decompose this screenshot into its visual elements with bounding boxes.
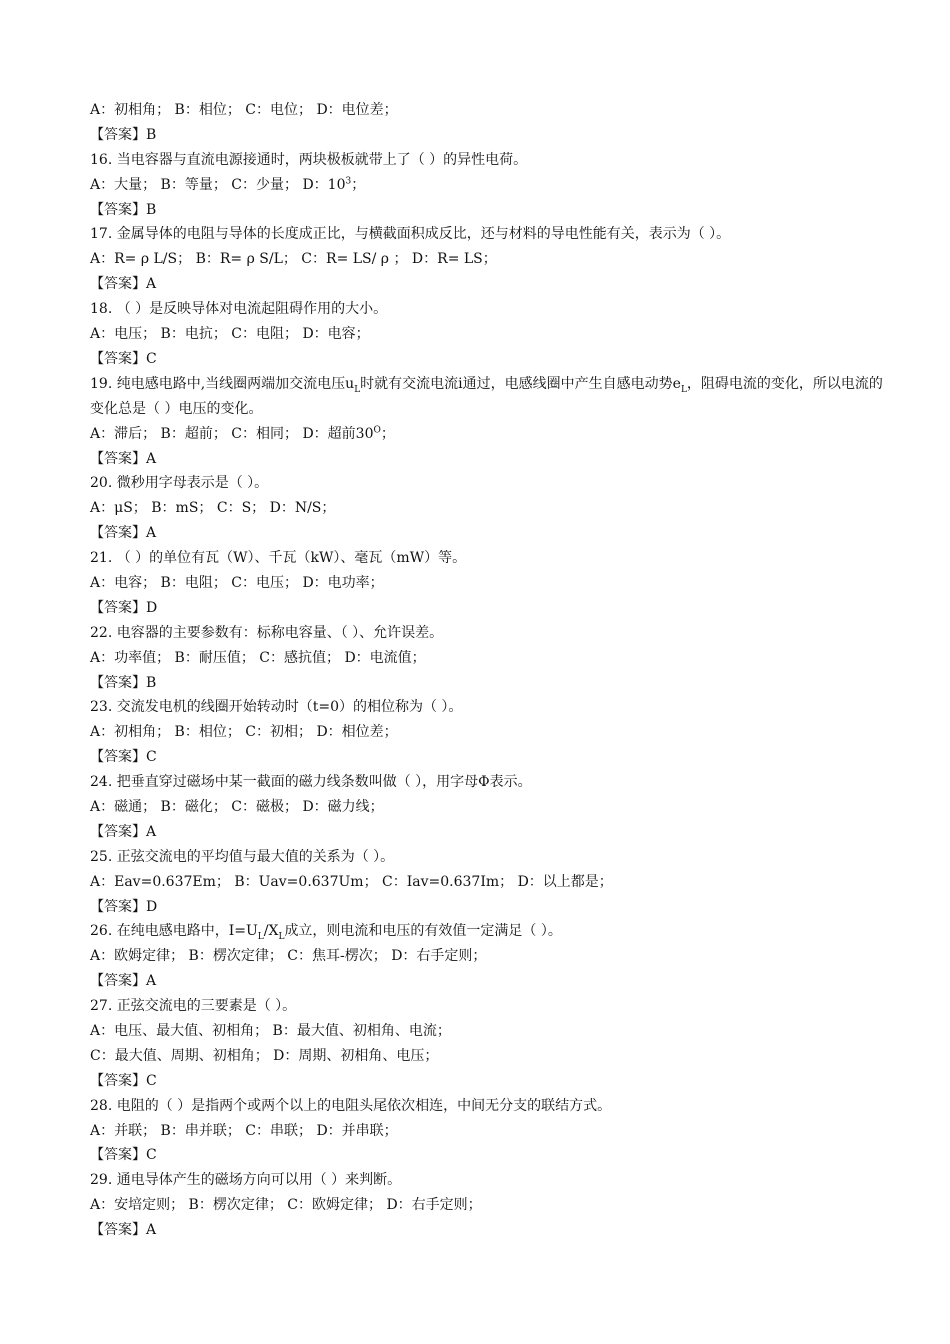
options-text: ； [380, 425, 395, 442]
answer-line: 【答案】A [90, 973, 157, 990]
options-text: A：滞后； B：超前； C：相同； D：超前30 [90, 425, 374, 442]
options-line: A：Eav=0.637Em； B：Uav=0.637Um； C：Iav=0.637Im； D：以上都是； [90, 873, 613, 890]
question-line: 22. 电容器的主要参数有：标称电容量、（ ）、允许误差。 [90, 624, 444, 641]
superscript: 3 [345, 176, 352, 187]
answer-line: 【答案】B [90, 126, 157, 143]
options-line: A：并联； B：串并联； C：串联； D：并串联； [90, 1122, 398, 1139]
options-text: A：大量； B：等量； C：少量； D：10 [90, 176, 346, 193]
answer-line: 【答案】A [90, 1222, 157, 1239]
question-line [90, 372, 890, 422]
options-line: A：功率值； B：耐压值； C：感抗值； D：电流值； [90, 649, 426, 666]
answer-line: 【答案】C [90, 1147, 157, 1164]
question-line: 24. 把垂直穿过磁场中某一截面的磁力线条数叫做（ ），用字母Φ表示。 [90, 774, 532, 791]
subscript: L [354, 384, 361, 395]
question-text: 成立，则电流和电压的有效值一定满足（ ）。 [284, 923, 562, 940]
question-line: 20. 微秒用字母表示是（ ）。 [90, 475, 269, 492]
question-line: 18. （ ）是反映导体对电流起阻碍作用的大小。 [90, 301, 388, 318]
question-text: ，阻碍电流的变化，所以电流的变化总是（ ）电压的变化。 [90, 375, 883, 417]
answer-line: 【答案】B [90, 674, 157, 691]
options-line: A：R= ρ L/S； B：R= ρ S/L； C：R= LS/ ρ ； D：R= LS； [90, 251, 497, 268]
answer-line: 【答案】C [90, 1072, 157, 1089]
question-line [90, 919, 890, 944]
question-text: 19. 纯电感电路中,当线圈两端加交流电压u [90, 375, 355, 392]
question-line: 17. 金属导体的电阻与导体的长度成正比，与横截面积成反比，还与材料的导电性能有关，表示为（ ）。 [90, 226, 731, 243]
document-page [90, 98, 890, 1243]
options-text: ； [351, 176, 366, 193]
options-line: A：安培定则； B：楞次定律； C：欧姆定律； D：右手定则； [90, 1197, 482, 1214]
answer-line: 【答案】C [90, 350, 157, 367]
options-line: A：磁通； B：磁化； C：磁极； D：磁力线； [90, 798, 384, 815]
options-line: A：电压； B：电抗； C：电阻； D：电容； [90, 326, 370, 343]
question-text: 时就有交流电流i通过，电感线圈中产生自感电动势e [360, 375, 681, 392]
answer-line: 【答案】A [90, 450, 157, 467]
answer-line: 【答案】A [90, 276, 157, 293]
options-line: A：电压、最大值、初相角； B：最大值、初相角、电流； [90, 1022, 451, 1039]
answer-line: 【答案】C [90, 749, 157, 766]
options-line: A：μS； B：mS； C：S； D：N/S； [90, 500, 336, 517]
question-line: 27. 正弦交流电的三要素是（ ）。 [90, 998, 297, 1015]
options-line [90, 422, 890, 447]
answer-line: 【答案】A [90, 525, 157, 542]
answer-line: 【答案】D [90, 599, 158, 616]
question-line: 28. 电阻的（ ）是指两个或两个以上的电阻头尾依次相连，中间无分支的联结方式。 [90, 1097, 612, 1114]
question-line: 23. 交流发电机的线圈开始转动时（t=0）的相位称为（ ）。 [90, 699, 463, 716]
options-line: A：初相角； B：相位； C：初相； D：相位差； [90, 724, 398, 741]
subscript: L [680, 384, 687, 395]
answer-line: 【答案】D [90, 898, 158, 915]
options-line: A：电容； B：电阻； C：电压； D：电功率； [90, 574, 384, 591]
options-line [90, 173, 890, 198]
question-line: 16. 当电容器与直流电源接通时，两块极板就带上了（ ）的异性电荷。 [90, 151, 528, 168]
options-line: C：最大值、周期、初相角； D：周期、初相角、电压； [90, 1047, 439, 1064]
question-text: /X [263, 923, 279, 940]
options-line: A：初相角； B：相位； C：电位； D：电位差； [90, 102, 398, 118]
question-text: 26. 在纯电感电路中，I=U [90, 923, 258, 940]
subscript: L [257, 932, 264, 943]
question-line: 21. （ ）的单位有瓦（W）、千瓦（kW）、毫瓦（mW）等。 [90, 550, 467, 567]
superscript: O [373, 424, 381, 435]
answer-line: 【答案】B [90, 201, 157, 218]
question-line: 25. 正弦交流电的平均值与最大值的关系为（ ）。 [90, 848, 395, 865]
options-line: A：欧姆定律； B：楞次定律； C：焦耳-楞次； D：右手定则； [90, 948, 487, 965]
question-line: 29. 通电导体产生的磁场方向可以用（ ）来判断。 [90, 1172, 402, 1189]
subscript: L [278, 932, 285, 943]
answer-line: 【答案】A [90, 823, 157, 840]
